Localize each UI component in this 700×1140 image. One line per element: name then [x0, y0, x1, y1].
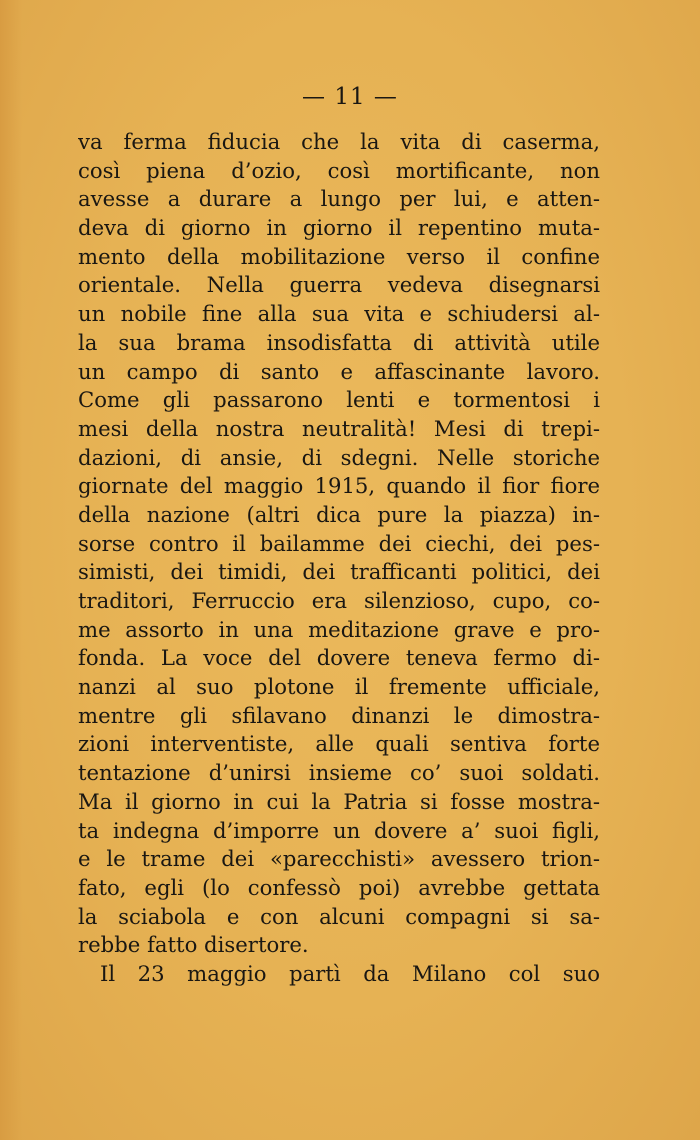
- text-line: e le trame dei «parecchisti» avessero trion-: [78, 846, 600, 872]
- text-line: avesse a durare a lungo per lui, e atten-: [78, 186, 600, 212]
- text-line: simisti, dei timidi, dei trafficanti politici, dei: [78, 559, 600, 585]
- text-line: Ma il giorno in cui la Patria si fosse mostra-: [78, 788, 600, 814]
- text-line: un campo di santo e affascinante lavoro.: [78, 358, 600, 384]
- text-line: così piena d’ozio, così mortificante, non: [78, 157, 600, 183]
- text-line: deva di giorno in giorno il repentino muta-: [78, 215, 600, 241]
- text-line: Come gli passarono lenti e tormentosi i: [78, 387, 600, 413]
- text-line: zioni interventiste, alle quali sentiva forte: [78, 731, 600, 757]
- text-line: me assorto in una meditazione grave e pro-: [78, 616, 600, 642]
- text-line: ta indegna d’imporre un dovere a’ suoi figli,: [78, 817, 600, 843]
- text-line: fato, egli (lo confessò poi) avrebbe gettata: [78, 874, 600, 900]
- text-line: fonda. La voce del dovere teneva fermo di-: [78, 645, 600, 671]
- text-line: mento della mobilitazione verso il confine: [78, 243, 600, 269]
- text-line: un nobile fine alla sua vita e schiudersi al-: [78, 301, 600, 327]
- text-line: tentazione d’unirsi insieme co’ suoi soldati.: [78, 760, 600, 786]
- text-line: orientale. Nella guerra vedeva disegnarsi: [78, 272, 600, 298]
- text-line: sorse contro il bailamme dei ciechi, dei pes-: [78, 530, 600, 556]
- text-line: mesi della nostra neutralità! Mesi di trepi-: [78, 415, 600, 441]
- text-line-paragraph-start: Il 23 maggio partì da Milano col suo: [100, 960, 600, 986]
- body-text: [78, 128, 600, 989]
- text-line: va ferma fiducia che la vita di caserma,: [78, 129, 600, 154]
- text-line-paragraph-end: rebbe fatto disertore.: [78, 932, 309, 958]
- text-line: della nazione (altri dica pure la piazza) in-: [78, 501, 600, 527]
- text-line: mentre gli sfilavano dinanzi le dimostra-: [78, 702, 600, 728]
- text-line: la sua brama insodisfatta di attività utile: [78, 329, 600, 355]
- text-line: la sciabola e con alcuni compagni si sa-: [78, 903, 600, 929]
- text-line: nanzi al suo plotone il fremente ufficiale,: [78, 674, 600, 700]
- page-number: — 11 —: [302, 84, 398, 110]
- text-line: dazioni, di ansie, di sdegni. Nelle storiche: [78, 444, 600, 470]
- text-line: traditori, Ferruccio era silenzioso, cupo, co-: [78, 588, 600, 613]
- page-edge-shadow: [0, 0, 22, 1140]
- text-line: giornate del maggio 1915, quando il fior fiore: [78, 473, 600, 499]
